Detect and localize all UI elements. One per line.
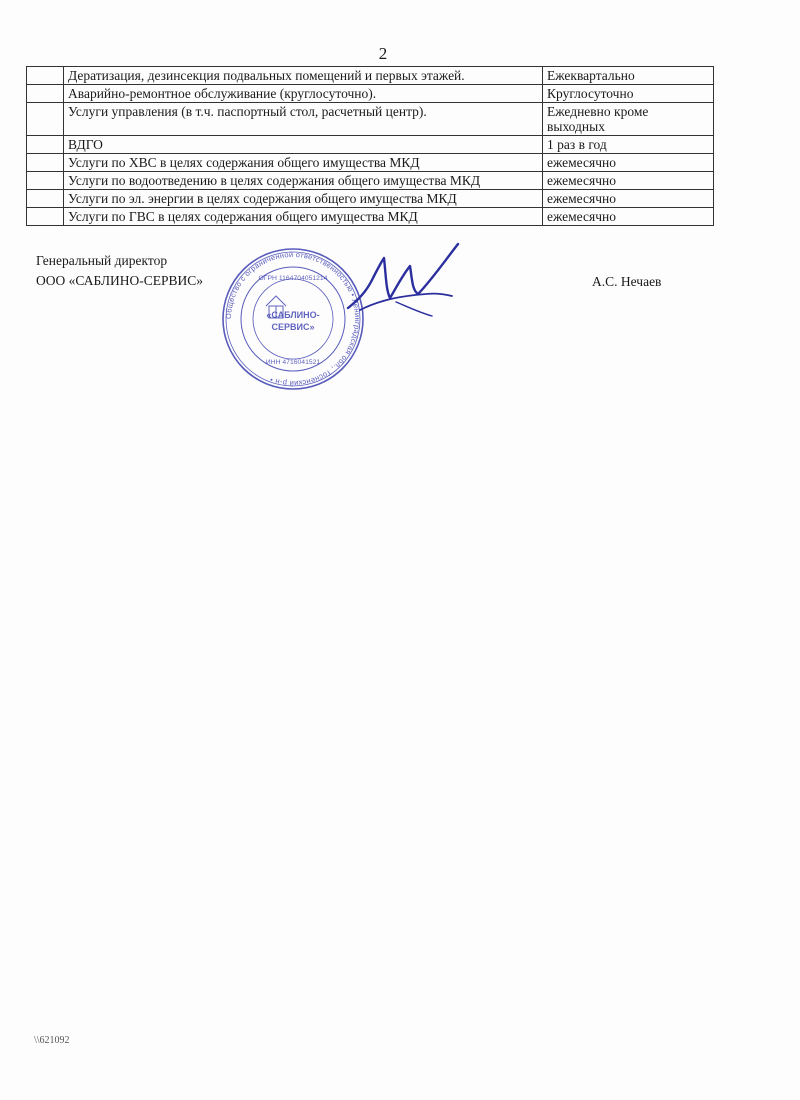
seal-center-line2: СЕРВИС» <box>271 322 315 332</box>
frequency-cell: Ежедневно кроме выходных <box>543 103 714 136</box>
table-row <box>27 136 714 154</box>
service-cell: Услуги управления (в т.ч. паспортный стол, расчетный центр). <box>64 103 543 136</box>
row-number-cell <box>27 172 64 190</box>
row-number-cell <box>27 67 64 85</box>
seal-inn: ИНН 4716041521 <box>265 359 321 366</box>
seal-center-line1: «САБЛИНО- <box>266 310 320 320</box>
row-number-cell <box>27 208 64 226</box>
frequency-cell: ежемесячно <box>543 172 714 190</box>
seal-ogrn: ОГРН 1164704051214 <box>258 275 328 282</box>
signatory-title: Генеральный директор <box>36 253 168 268</box>
frequency-cell: ежемесячно <box>543 154 714 172</box>
row-number-cell <box>27 154 64 172</box>
table-row <box>27 208 714 226</box>
service-cell: Аварийно-ремонтное обслуживание (круглосуточно). <box>64 85 543 103</box>
frequency-cell: Круглосуточно <box>543 85 714 103</box>
row-number-cell <box>27 85 64 103</box>
signatory-company: ООО «САБЛИНО-СЕРВИС» <box>36 273 204 288</box>
service-cell: Дератизация, дезинсекция подвальных помещений и первых этажей. <box>64 67 543 85</box>
service-cell: Услуги по водоотведению в целях содержания общего имущества МКД <box>64 172 543 190</box>
seal-outer-text: Общество с ограниченной ответственностью • Ленинградская обл., Тосненский р-н • <box>223 249 363 389</box>
signatory-name: А.С. Нечаев <box>592 274 662 289</box>
row-number-cell <box>27 136 64 154</box>
table-row <box>27 190 714 208</box>
seal-house-emblem <box>266 296 286 318</box>
service-cell: Услуги по ХВС в целях содержания общего имущества МКД <box>64 154 543 172</box>
table-row <box>27 103 714 136</box>
row-number-cell <box>27 190 64 208</box>
row-number-cell <box>27 103 64 136</box>
services-table <box>26 66 714 226</box>
table-row <box>27 67 714 85</box>
frequency-cell: Ежеквартально <box>543 67 714 85</box>
frequency-cell: ежемесячно <box>543 208 714 226</box>
signatory-block <box>36 251 203 291</box>
table-row <box>27 154 714 172</box>
table-row <box>27 85 714 103</box>
table-row <box>27 172 714 190</box>
signature <box>340 236 470 336</box>
service-cell: ВДГО <box>64 136 543 154</box>
service-cell: Услуги по ГВС в целях содержания общего имущества МКД <box>64 208 543 226</box>
page-number: 2 <box>378 44 388 63</box>
frequency-cell: ежемесячно <box>543 190 714 208</box>
file-code: \\621092 <box>34 1035 70 1046</box>
frequency-cell: 1 раз в год <box>543 136 714 154</box>
service-cell: Услуги по эл. энергии в целях содержания общего имущества МКД <box>64 190 543 208</box>
